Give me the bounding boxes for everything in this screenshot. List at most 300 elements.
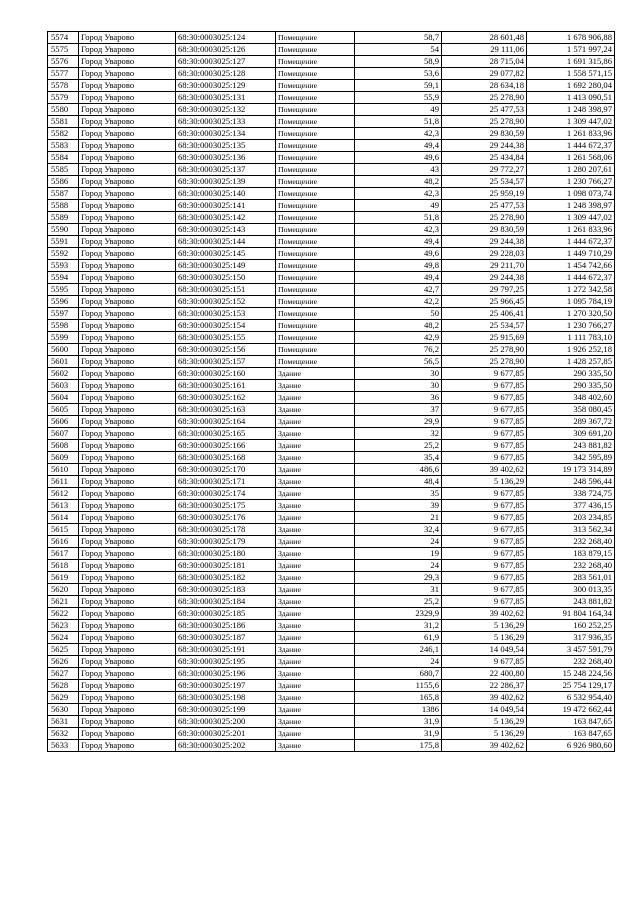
row-number-cell: 5604 xyxy=(48,392,79,404)
area-cell: 58,9 xyxy=(355,56,442,68)
object-type-cell: Помещение xyxy=(276,248,355,260)
locality-cell: Город Уварово xyxy=(79,116,176,128)
table-row xyxy=(48,116,615,128)
cadastral-value-cell: 290 335,50 xyxy=(527,380,615,392)
object-type-cell: Здание xyxy=(276,464,355,476)
cadastral-number-cell: 68:30:0003025:127 xyxy=(176,56,276,68)
row-number-cell: 5609 xyxy=(48,452,79,464)
cadastral-number-cell: 68:30:0003025:198 xyxy=(176,692,276,704)
table-row xyxy=(48,164,615,176)
object-type-cell: Помещение xyxy=(276,164,355,176)
area-cell: 29,3 xyxy=(355,572,442,584)
cadastral-number-cell: 68:30:0003025:179 xyxy=(176,536,276,548)
object-type-cell: Здание xyxy=(276,656,355,668)
cadastral-number-cell: 68:30:0003025:150 xyxy=(176,272,276,284)
locality-cell: Город Уварово xyxy=(79,368,176,380)
locality-cell: Город Уварово xyxy=(79,440,176,452)
row-number-cell: 5587 xyxy=(48,188,79,200)
unit-value-cell: 28 715,04 xyxy=(442,56,527,68)
table-row xyxy=(48,620,615,632)
unit-value-cell: 5 136,29 xyxy=(442,620,527,632)
cadastral-value-cell: 1 678 906,88 xyxy=(527,32,615,44)
locality-cell: Город Уварово xyxy=(79,596,176,608)
cadastral-number-cell: 68:30:0003025:168 xyxy=(176,452,276,464)
object-type-cell: Здание xyxy=(276,680,355,692)
object-type-cell: Здание xyxy=(276,704,355,716)
area-cell: 30 xyxy=(355,380,442,392)
table-row xyxy=(48,548,615,560)
cadastral-number-cell: 68:30:0003025:174 xyxy=(176,488,276,500)
locality-cell: Город Уварово xyxy=(79,308,176,320)
area-cell: 48,4 xyxy=(355,476,442,488)
cadastral-number-cell: 68:30:0003025:165 xyxy=(176,428,276,440)
object-type-cell: Здание xyxy=(276,404,355,416)
object-type-cell: Помещение xyxy=(276,272,355,284)
unit-value-cell: 39 402,62 xyxy=(442,692,527,704)
area-cell: 49,4 xyxy=(355,272,442,284)
locality-cell: Город Уварово xyxy=(79,92,176,104)
cadastral-value-cell: 232 268,40 xyxy=(527,536,615,548)
unit-value-cell: 29 211,70 xyxy=(442,260,527,272)
unit-value-cell: 9 677,85 xyxy=(442,500,527,512)
cadastral-value-cell: 203 234,85 xyxy=(527,512,615,524)
locality-cell: Город Уварово xyxy=(79,500,176,512)
unit-value-cell: 9 677,85 xyxy=(442,524,527,536)
unit-value-cell: 29 772,27 xyxy=(442,164,527,176)
area-cell: 24 xyxy=(355,560,442,572)
unit-value-cell: 25 959,19 xyxy=(442,188,527,200)
area-cell: 42,7 xyxy=(355,284,442,296)
cadastral-value-cell: 6 926 980,60 xyxy=(527,740,615,752)
table-row xyxy=(48,584,615,596)
row-number-cell: 5633 xyxy=(48,740,79,752)
locality-cell: Город Уварово xyxy=(79,296,176,308)
area-cell: 49 xyxy=(355,104,442,116)
locality-cell: Город Уварово xyxy=(79,656,176,668)
unit-value-cell: 14 049,54 xyxy=(442,704,527,716)
table-row xyxy=(48,716,615,728)
unit-value-cell: 9 677,85 xyxy=(442,536,527,548)
object-type-cell: Помещение xyxy=(276,68,355,80)
cadastral-number-cell: 68:30:0003025:133 xyxy=(176,116,276,128)
cadastral-number-cell: 68:30:0003025:126 xyxy=(176,44,276,56)
table-row xyxy=(48,152,615,164)
cadastral-value-cell: 1 248 398,97 xyxy=(527,200,615,212)
table-row xyxy=(48,260,615,272)
cadastral-number-cell: 68:30:0003025:187 xyxy=(176,632,276,644)
table-row xyxy=(48,236,615,248)
cadastral-number-cell: 68:30:0003025:170 xyxy=(176,464,276,476)
area-cell: 51,8 xyxy=(355,116,442,128)
object-type-cell: Здание xyxy=(276,728,355,740)
unit-value-cell: 25 966,45 xyxy=(442,296,527,308)
object-type-cell: Здание xyxy=(276,428,355,440)
unit-value-cell: 9 677,85 xyxy=(442,656,527,668)
table-row xyxy=(48,476,615,488)
table-row xyxy=(48,488,615,500)
object-type-cell: Помещение xyxy=(276,80,355,92)
locality-cell: Город Уварово xyxy=(79,344,176,356)
object-type-cell: Здание xyxy=(276,620,355,632)
table-row xyxy=(48,92,615,104)
row-number-cell: 5592 xyxy=(48,248,79,260)
table-row xyxy=(48,104,615,116)
table-row xyxy=(48,416,615,428)
cadastral-number-cell: 68:30:0003025:176 xyxy=(176,512,276,524)
locality-cell: Город Уварово xyxy=(79,584,176,596)
unit-value-cell: 28 634,18 xyxy=(442,80,527,92)
table-row xyxy=(48,692,615,704)
cadastral-value-cell: 289 367,72 xyxy=(527,416,615,428)
area-cell: 31,9 xyxy=(355,728,442,740)
area-cell: 48,2 xyxy=(355,176,442,188)
unit-value-cell: 29 830,59 xyxy=(442,128,527,140)
locality-cell: Город Уварово xyxy=(79,464,176,476)
cadastral-number-cell: 68:30:0003025:185 xyxy=(176,608,276,620)
cadastral-value-cell: 243 881,82 xyxy=(527,596,615,608)
cadastral-number-cell: 68:30:0003025:201 xyxy=(176,728,276,740)
cadastral-value-cell: 1 230 766,27 xyxy=(527,176,615,188)
cadastral-value-cell: 313 562,34 xyxy=(527,524,615,536)
locality-cell: Город Уварово xyxy=(79,392,176,404)
cadastral-number-cell: 68:30:0003025:166 xyxy=(176,440,276,452)
cadastral-value-cell: 25 754 129,17 xyxy=(527,680,615,692)
locality-cell: Город Уварово xyxy=(79,680,176,692)
area-cell: 53,6 xyxy=(355,68,442,80)
table-row xyxy=(48,680,615,692)
locality-cell: Город Уварово xyxy=(79,488,176,500)
unit-value-cell: 25 278,90 xyxy=(442,116,527,128)
row-number-cell: 5586 xyxy=(48,176,79,188)
cadastral-number-cell: 68:30:0003025:200 xyxy=(176,716,276,728)
cadastral-number-cell: 68:30:0003025:143 xyxy=(176,224,276,236)
unit-value-cell: 9 677,85 xyxy=(442,596,527,608)
unit-value-cell: 25 278,90 xyxy=(442,92,527,104)
cadastral-value-cell: 1 111 783,10 xyxy=(527,332,615,344)
unit-value-cell: 22 286,37 xyxy=(442,680,527,692)
cadastral-number-cell: 68:30:0003025:145 xyxy=(176,248,276,260)
object-type-cell: Помещение xyxy=(276,116,355,128)
row-number-cell: 5623 xyxy=(48,620,79,632)
area-cell: 42,3 xyxy=(355,224,442,236)
cadastral-value-cell: 160 252,25 xyxy=(527,620,615,632)
row-number-cell: 5618 xyxy=(48,560,79,572)
table-row xyxy=(48,524,615,536)
cadastral-value-cell: 1 926 252,18 xyxy=(527,344,615,356)
cadastral-value-cell: 338 724,75 xyxy=(527,488,615,500)
table-row xyxy=(48,728,615,740)
row-number-cell: 5594 xyxy=(48,272,79,284)
row-number-cell: 5575 xyxy=(48,44,79,56)
cadastral-number-cell: 68:30:0003025:136 xyxy=(176,152,276,164)
table-row xyxy=(48,56,615,68)
cadastral-number-cell: 68:30:0003025:199 xyxy=(176,704,276,716)
row-number-cell: 5591 xyxy=(48,236,79,248)
locality-cell: Город Уварово xyxy=(79,212,176,224)
cadastral-value-cell: 358 080,45 xyxy=(527,404,615,416)
locality-cell: Город Уварово xyxy=(79,524,176,536)
cadastral-value-cell: 19 472 662,44 xyxy=(527,704,615,716)
area-cell: 31 xyxy=(355,584,442,596)
table-row xyxy=(48,176,615,188)
unit-value-cell: 14 049,54 xyxy=(442,644,527,656)
object-type-cell: Помещение xyxy=(276,32,355,44)
object-type-cell: Помещение xyxy=(276,44,355,56)
object-type-cell: Здание xyxy=(276,380,355,392)
row-number-cell: 5578 xyxy=(48,80,79,92)
locality-cell: Город Уварово xyxy=(79,632,176,644)
cadastral-number-cell: 68:30:0003025:186 xyxy=(176,620,276,632)
cadastral-value-cell: 1 444 672,37 xyxy=(527,272,615,284)
locality-cell: Город Уварово xyxy=(79,272,176,284)
area-cell: 36 xyxy=(355,392,442,404)
row-number-cell: 5629 xyxy=(48,692,79,704)
unit-value-cell: 25 278,90 xyxy=(442,356,527,368)
locality-cell: Город Уварово xyxy=(79,416,176,428)
unit-value-cell: 9 677,85 xyxy=(442,488,527,500)
table-row xyxy=(48,668,615,680)
area-cell: 42,3 xyxy=(355,188,442,200)
unit-value-cell: 9 677,85 xyxy=(442,452,527,464)
cadastral-value-cell: 1 261 833,96 xyxy=(527,224,615,236)
object-type-cell: Здание xyxy=(276,440,355,452)
locality-cell: Город Уварово xyxy=(79,56,176,68)
cadastral-number-cell: 68:30:0003025:184 xyxy=(176,596,276,608)
cadastral-number-cell: 68:30:0003025:129 xyxy=(176,80,276,92)
locality-cell: Город Уварово xyxy=(79,512,176,524)
object-type-cell: Помещение xyxy=(276,140,355,152)
table-row xyxy=(48,428,615,440)
cadastral-value-cell: 317 936,35 xyxy=(527,632,615,644)
table-row xyxy=(48,224,615,236)
table-row xyxy=(48,200,615,212)
area-cell: 39 xyxy=(355,500,442,512)
area-cell: 246,1 xyxy=(355,644,442,656)
area-cell: 25,2 xyxy=(355,440,442,452)
locality-cell: Город Уварово xyxy=(79,380,176,392)
unit-value-cell: 25 915,69 xyxy=(442,332,527,344)
unit-value-cell: 39 402,62 xyxy=(442,608,527,620)
cadastral-number-cell: 68:30:0003025:164 xyxy=(176,416,276,428)
object-type-cell: Здание xyxy=(276,524,355,536)
locality-cell: Город Уварово xyxy=(79,356,176,368)
cadastral-value-cell: 1 571 997,24 xyxy=(527,44,615,56)
unit-value-cell: 25 406,41 xyxy=(442,308,527,320)
table-row xyxy=(48,128,615,140)
unit-value-cell: 25 534,57 xyxy=(442,320,527,332)
locality-cell: Город Уварово xyxy=(79,608,176,620)
unit-value-cell: 22 400,80 xyxy=(442,668,527,680)
unit-value-cell: 25 278,90 xyxy=(442,212,527,224)
cadastral-value-cell: 1 280 207,61 xyxy=(527,164,615,176)
unit-value-cell: 9 677,85 xyxy=(442,512,527,524)
object-type-cell: Помещение xyxy=(276,212,355,224)
locality-cell: Город Уварово xyxy=(79,224,176,236)
area-cell: 680,7 xyxy=(355,668,442,680)
locality-cell: Город Уварово xyxy=(79,668,176,680)
table-row xyxy=(48,572,615,584)
cadastral-number-cell: 68:30:0003025:181 xyxy=(176,560,276,572)
table-row xyxy=(48,80,615,92)
cadastral-value-cell: 1 444 672,37 xyxy=(527,140,615,152)
area-cell: 25,2 xyxy=(355,596,442,608)
area-cell: 51,8 xyxy=(355,212,442,224)
cadastral-value-cell: 1 692 280,04 xyxy=(527,80,615,92)
object-type-cell: Помещение xyxy=(276,332,355,344)
cadastral-number-cell: 68:30:0003025:134 xyxy=(176,128,276,140)
table-row xyxy=(48,308,615,320)
locality-cell: Город Уварово xyxy=(79,68,176,80)
object-type-cell: Здание xyxy=(276,512,355,524)
cadastral-number-cell: 68:30:0003025:182 xyxy=(176,572,276,584)
cadastral-number-cell: 68:30:0003025:197 xyxy=(176,680,276,692)
object-type-cell: Помещение xyxy=(276,296,355,308)
area-cell: 49,4 xyxy=(355,236,442,248)
locality-cell: Город Уварово xyxy=(79,476,176,488)
unit-value-cell: 25 534,57 xyxy=(442,176,527,188)
locality-cell: Город Уварово xyxy=(79,620,176,632)
unit-value-cell: 9 677,85 xyxy=(442,416,527,428)
locality-cell: Город Уварово xyxy=(79,44,176,56)
locality-cell: Город Уварово xyxy=(79,152,176,164)
cadastral-number-cell: 68:30:0003025:124 xyxy=(176,32,276,44)
row-number-cell: 5576 xyxy=(48,56,79,68)
area-cell: 19 xyxy=(355,548,442,560)
cadastral-value-cell: 1 413 090,51 xyxy=(527,92,615,104)
cadastral-value-cell: 1 444 672,37 xyxy=(527,236,615,248)
table-row xyxy=(48,440,615,452)
unit-value-cell: 39 402,62 xyxy=(442,740,527,752)
row-number-cell: 5622 xyxy=(48,608,79,620)
locality-cell: Город Уварово xyxy=(79,236,176,248)
row-number-cell: 5628 xyxy=(48,680,79,692)
row-number-cell: 5626 xyxy=(48,656,79,668)
row-number-cell: 5620 xyxy=(48,584,79,596)
cadastral-number-cell: 68:30:0003025:142 xyxy=(176,212,276,224)
area-cell: 49,4 xyxy=(355,140,442,152)
locality-cell: Город Уварово xyxy=(79,560,176,572)
cadastral-value-cell: 1 449 710,29 xyxy=(527,248,615,260)
table-row xyxy=(48,332,615,344)
object-type-cell: Здание xyxy=(276,644,355,656)
row-number-cell: 5599 xyxy=(48,332,79,344)
cadastral-number-cell: 68:30:0003025:156 xyxy=(176,344,276,356)
unit-value-cell: 29 244,38 xyxy=(442,272,527,284)
cadastral-value-cell: 1 309 447,02 xyxy=(527,116,615,128)
area-cell: 32,4 xyxy=(355,524,442,536)
object-type-cell: Помещение xyxy=(276,320,355,332)
unit-value-cell: 29 830,59 xyxy=(442,224,527,236)
area-cell: 56,5 xyxy=(355,356,442,368)
locality-cell: Город Уварово xyxy=(79,548,176,560)
row-number-cell: 5608 xyxy=(48,440,79,452)
cadastral-value-cell: 300 013,35 xyxy=(527,584,615,596)
area-cell: 30 xyxy=(355,368,442,380)
area-cell: 58,7 xyxy=(355,32,442,44)
cadastral-number-cell: 68:30:0003025:135 xyxy=(176,140,276,152)
locality-cell: Город Уварово xyxy=(79,128,176,140)
object-type-cell: Помещение xyxy=(276,56,355,68)
locality-cell: Город Уварово xyxy=(79,692,176,704)
locality-cell: Город Уварово xyxy=(79,740,176,752)
unit-value-cell: 9 677,85 xyxy=(442,368,527,380)
locality-cell: Город Уварово xyxy=(79,284,176,296)
locality-cell: Город Уварово xyxy=(79,188,176,200)
unit-value-cell: 9 677,85 xyxy=(442,584,527,596)
row-number-cell: 5577 xyxy=(48,68,79,80)
row-number-cell: 5610 xyxy=(48,464,79,476)
locality-cell: Город Уварово xyxy=(79,80,176,92)
object-type-cell: Помещение xyxy=(276,92,355,104)
row-number-cell: 5588 xyxy=(48,200,79,212)
row-number-cell: 5582 xyxy=(48,128,79,140)
area-cell: 42,9 xyxy=(355,332,442,344)
table-row xyxy=(48,404,615,416)
locality-cell: Город Уварово xyxy=(79,728,176,740)
row-number-cell: 5616 xyxy=(48,536,79,548)
locality-cell: Город Уварово xyxy=(79,428,176,440)
cadastral-number-cell: 68:30:0003025:139 xyxy=(176,176,276,188)
row-number-cell: 5596 xyxy=(48,296,79,308)
cadastral-number-cell: 68:30:0003025:155 xyxy=(176,332,276,344)
area-cell: 61,9 xyxy=(355,632,442,644)
area-cell: 59,1 xyxy=(355,80,442,92)
cadastral-value-cell: 1 691 315,86 xyxy=(527,56,615,68)
unit-value-cell: 25 477,53 xyxy=(442,200,527,212)
area-cell: 24 xyxy=(355,656,442,668)
cadastral-value-cell: 6 532 954,40 xyxy=(527,692,615,704)
row-number-cell: 5585 xyxy=(48,164,79,176)
area-cell: 43 xyxy=(355,164,442,176)
table-row xyxy=(48,560,615,572)
cadastral-number-cell: 68:30:0003025:178 xyxy=(176,524,276,536)
cadastral-number-cell: 68:30:0003025:180 xyxy=(176,548,276,560)
cadastral-number-cell: 68:30:0003025:160 xyxy=(176,368,276,380)
row-number-cell: 5584 xyxy=(48,152,79,164)
table-row xyxy=(48,344,615,356)
row-number-cell: 5611 xyxy=(48,476,79,488)
locality-cell: Город Уварово xyxy=(79,332,176,344)
cadastral-number-cell: 68:30:0003025:157 xyxy=(176,356,276,368)
row-number-cell: 5615 xyxy=(48,524,79,536)
object-type-cell: Здание xyxy=(276,632,355,644)
locality-cell: Город Уварово xyxy=(79,404,176,416)
row-number-cell: 5625 xyxy=(48,644,79,656)
object-type-cell: Помещение xyxy=(276,200,355,212)
cadastral-value-cell: 290 335,50 xyxy=(527,368,615,380)
table-row xyxy=(48,380,615,392)
object-type-cell: Здание xyxy=(276,584,355,596)
unit-value-cell: 9 677,85 xyxy=(442,572,527,584)
cadastral-number-cell: 68:30:0003025:140 xyxy=(176,188,276,200)
cadastral-value-cell: 183 879,15 xyxy=(527,548,615,560)
cadastral-value-cell: 342 595,89 xyxy=(527,452,615,464)
locality-cell: Город Уварово xyxy=(79,572,176,584)
row-number-cell: 5619 xyxy=(48,572,79,584)
unit-value-cell: 9 677,85 xyxy=(442,428,527,440)
cadastral-value-cell: 243 881,82 xyxy=(527,440,615,452)
table-row xyxy=(48,464,615,476)
area-cell: 31,2 xyxy=(355,620,442,632)
object-type-cell: Помещение xyxy=(276,236,355,248)
cadastral-value-cell: 309 691,20 xyxy=(527,428,615,440)
area-cell: 1155,6 xyxy=(355,680,442,692)
object-type-cell: Здание xyxy=(276,488,355,500)
row-number-cell: 5574 xyxy=(48,32,79,44)
object-type-cell: Здание xyxy=(276,416,355,428)
object-type-cell: Здание xyxy=(276,668,355,680)
locality-cell: Город Уварово xyxy=(79,176,176,188)
